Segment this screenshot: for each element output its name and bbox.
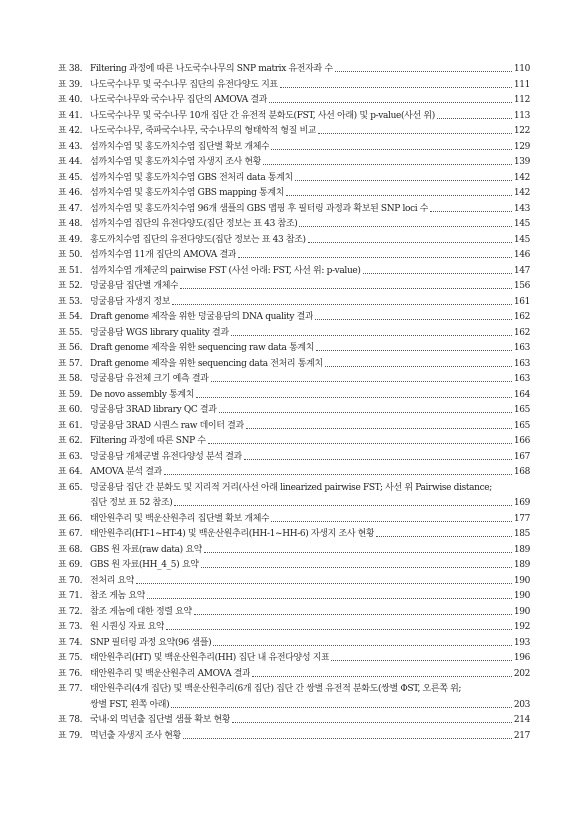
dot-leader [295,179,512,181]
dot-leader [211,380,512,382]
toc-entry[interactable] [58,419,530,435]
toc-entry-body [90,326,530,342]
dot-leader [271,148,511,150]
toc-entry-page-number: 156 [513,281,530,291]
toc-entry-label: 표 55. [58,327,83,338]
toc-entry[interactable] [58,372,530,388]
toc-entry-title: 섬까치수염 및 홍도까치수염 자생지 조사 현황 [90,157,262,167]
toc-entry-line [90,124,530,140]
toc-entry-line [90,264,530,280]
toc-entry-page-number: 203 [513,699,530,710]
toc-entry-line [90,78,530,94]
toc-entry-label: 표 66. [58,513,83,524]
dot-leader [316,349,512,351]
toc-entry[interactable] [58,558,530,574]
toc-entry-body [90,543,530,559]
toc-entry-label: 표 70. [58,575,83,586]
toc-entry-label: 표 49. [58,234,83,245]
dot-leader [315,318,512,320]
dot-leader [172,303,512,305]
toc-entry-body [90,248,530,264]
table-of-contents [58,62,530,744]
toc-entry-body [90,124,530,140]
toc-entry[interactable] [58,481,530,512]
toc-entry-body [90,527,530,543]
toc-entry-body [90,558,530,574]
toc-entry-page-number: 143 [513,203,530,214]
toc-entry-label: 표 44. [58,157,83,167]
dot-leader [269,101,512,103]
toc-entry-line [90,93,530,109]
toc-entry[interactable] [58,233,530,249]
toc-entry-label: 표 65. [58,482,83,493]
toc-entry-body [90,605,530,621]
dot-leader [232,721,512,723]
toc-entry-title: 섬까치수염 및 홍도까치수염 96개 샘플의 GBS 맵핑 후 필터링 과정과 확보된 SNP loci 수 [90,203,429,214]
toc-entry-title: Filtering 과정에 따른 나도국수나무의 SNP matrix 유전자좌 수 [90,64,333,74]
dot-leader [147,597,512,599]
dot-leader [164,473,512,475]
toc-entry-label: 표 53. [58,296,83,307]
toc-entry[interactable] [58,388,530,404]
toc-entry[interactable] [58,605,530,621]
toc-entry-title: 홍도까치수염 집단의 유전다양도(집단 정보는 표 43 참조) [90,234,306,245]
toc-entry-page-number: 189 [513,560,530,570]
toc-entry-line [90,496,530,512]
toc-entry-page-number: 166 [513,436,530,446]
toc-entry-label: 표 45. [58,172,83,183]
toc-entry-page-number: 196 [513,653,530,663]
toc-entry-title: 국내·외 먹넌출 집단별 샘플 확보 현황 [90,715,231,725]
toc-entry-body [90,729,530,745]
toc-entry-line [90,605,530,621]
toc-entry-label: 표 43. [58,141,83,152]
toc-entry-line [90,233,530,249]
toc-entry-title: 덩굴용담 3RAD 시퀀스 raw 데이터 결과 [90,420,244,431]
toc-entry-line [90,295,530,311]
toc-entry-page-number: 146 [513,250,530,260]
toc-entry-line [90,186,530,202]
toc-entry-body [90,217,530,233]
toc-entry-page-number: 122 [513,126,530,136]
toc-entry[interactable] [58,62,530,78]
toc-entry[interactable] [58,248,530,264]
toc-entry-page-number: 162 [513,312,530,322]
toc-entry-title: Draft genome 제작을 위한 sequencing data 전처리 통계치 [90,358,323,369]
toc-entry-line [90,481,530,497]
toc-entry-line [90,589,530,605]
toc-entry-label: 표 78. [58,715,83,725]
toc-entry-title: 덩굴용담 유전체 크기 예측 결과 [90,374,209,384]
toc-entry-page-number: 202 [513,668,530,679]
toc-entry-title: 참조 게놈에 대한 정렬 요약 [90,606,192,617]
toc-entry-page-number: 189 [513,544,530,555]
toc-entry-title: 섬까치수염 개체군의 pairwise FST (사선 아래: FST, 사선 위: p-value) [90,265,361,276]
toc-entry[interactable] [58,667,530,683]
toc-entry-title: 나도국수나무 및 국수나무 10개 집단 간 유전적 분화도(FST, 사선 아래) 및 p-value(사선 위) [90,110,435,121]
dot-leader [244,458,512,460]
toc-entry-title: 나도국수나무와 국수나무 집단의 AMOVA 결과 [90,95,268,105]
toc-entry-body [90,93,530,109]
toc-entry[interactable] [58,326,530,342]
toc-entry-page-number: 161 [513,296,530,307]
toc-entry-label: 표 75. [58,653,83,663]
toc-entry-label: 표 59. [58,389,83,400]
toc-entry-line [90,419,530,435]
toc-entry-body [90,310,530,326]
toc-entry-line [90,450,530,466]
toc-entry-body [90,651,530,667]
toc-entry-label: 표 40. [58,95,83,105]
dot-leader [196,396,512,398]
toc-entry-label: 표 63. [58,451,83,462]
toc-entry[interactable] [58,171,530,187]
toc-entry-page-number: 163 [513,343,530,353]
toc-entry-line [90,155,530,171]
toc-entry-line [90,698,530,714]
toc-entry-body [90,186,530,202]
toc-entry-label: 표 58. [58,374,83,384]
toc-entry-line [90,403,530,419]
toc-entry[interactable] [58,279,530,295]
toc-entry-body [90,620,530,636]
toc-entry[interactable] [58,589,530,605]
dot-leader [213,644,512,646]
toc-entry-page-number: 165 [513,405,530,415]
toc-entry[interactable] [58,682,530,713]
toc-entry-title: GBS 원 자료(raw data) 요약 [90,544,203,555]
toc-entry-label: 표 68. [58,544,83,555]
toc-entry-body [90,264,530,280]
toc-entry-page-number: 169 [513,498,530,508]
toc-entry-label: 표 56. [58,343,83,353]
toc-entry-body [90,357,530,373]
toc-entry-body [90,512,530,528]
toc-entry-title: Draft genome 제작을 위한 sequencing raw data 통계치 [90,343,315,353]
toc-entry-line [90,248,530,264]
toc-entry-page-number: 163 [513,374,530,384]
toc-entry-line [90,651,530,667]
toc-entry-line [90,512,530,528]
toc-entry-page-number: 164 [513,389,530,400]
toc-entry-line [90,527,530,543]
toc-entry[interactable] [58,403,530,419]
toc-entry-label: 표 38. [58,64,83,74]
toc-entry-body [90,403,530,419]
toc-entry-page-number: 110 [513,64,530,74]
toc-entry-line [90,357,530,373]
toc-entry-page-number: 163 [513,358,530,369]
toc-entry[interactable] [58,574,530,590]
toc-entry-label: 표 62. [58,436,83,446]
toc-entry-page-number: 142 [513,172,530,183]
toc-entry-body [90,140,530,156]
dot-leader [136,582,512,584]
toc-entry-title: 나도국수나무 및 국수나무 집단의 유전다양도 지표 [90,79,278,90]
toc-entry-body [90,171,530,187]
toc-entry-body [90,434,530,450]
toc-entry[interactable] [58,651,530,667]
toc-entry-title: AMOVA 분석 결과 [90,467,162,477]
toc-entry[interactable] [58,543,530,559]
toc-entry-line [90,729,530,745]
toc-entry-label: 표 72. [58,606,83,617]
toc-entry-label: 표 48. [58,219,83,229]
toc-entry-label: 표 51. [58,265,83,276]
toc-entry-label: 표 69. [58,560,83,570]
toc-entry-line [90,279,530,295]
toc-entry-body [90,202,530,218]
toc-entry-title: 섬까치수염 집단의 유전다양도(집단 정보는 표 43 참조) [90,219,298,229]
toc-entry[interactable] [58,295,530,311]
toc-entry-title: 섬까치수염 및 홍도까치수염 GBS 전처리 data 통계치 [90,172,293,183]
toc-entry-line [90,171,530,187]
toc-entry-page-number: 177 [513,513,530,524]
toc-entry-line [90,558,530,574]
dot-leader [263,163,512,165]
toc-entry-title: 원 시퀀싱 자료 요약 [90,622,165,632]
dot-leader [201,566,512,568]
toc-entry-label: 표 47. [58,203,83,214]
toc-entry-page-number: 113 [513,110,530,121]
toc-entry-page-number: 139 [513,157,530,167]
toc-entry-line [90,341,530,357]
toc-entry[interactable] [58,465,530,481]
toc-entry-line [90,574,530,590]
toc-entry-title: 태안원추리(HT-1~HT-4) 및 백운산원추리(HH-1~HH-6) 자생지 조사 현황 [90,529,375,539]
toc-entry-page-number: 129 [513,141,530,152]
toc-entry-body [90,109,530,125]
toc-entry-page-number: 217 [513,730,530,741]
toc-entry-title: 덩굴용담 집단 간 분화도 및 지리적 거리(사선 아래 linearized pairwise FST; 사선 위 Pairwise distance; [90,482,492,493]
toc-entry-title: 태안원추리(4개 집단) 및 백운산원추리(6개 집단) 집단 간 쌍별 유전적 분화도(쌍별 ΦST, 오른쪽 위; [90,684,462,694]
toc-entry-body [90,481,530,512]
toc-entry-body [90,636,530,652]
toc-entry-line [90,217,530,233]
toc-entry-title: 집단 정보 표 52 참조) [90,498,173,508]
dot-leader [271,520,511,522]
dot-leader [171,706,512,708]
toc-entry[interactable] [58,713,530,729]
toc-entry-body [90,713,530,729]
toc-entry-body [90,574,530,590]
toc-entry[interactable] [58,512,530,528]
dot-leader [204,551,512,553]
toc-entry-label: 표 67. [58,529,83,539]
toc-entry-label: 표 76. [58,668,83,679]
toc-entry-line [90,434,530,450]
toc-entry[interactable] [58,93,530,109]
toc-entry-body [90,372,530,388]
toc-entry-page-number: 112 [513,95,530,105]
toc-entry-page-number: 214 [513,715,530,725]
toc-entry-page-number: 167 [513,451,530,462]
toc-entry-page-number: 145 [513,234,530,245]
toc-entry-page-number: 111 [513,79,530,90]
toc-entry[interactable] [58,78,530,94]
toc-entry-page-number: 190 [513,575,530,586]
dot-leader [180,287,511,289]
toc-entry-title: SNP 필터링 과정 요약(96 샘플) [90,637,212,648]
toc-entry[interactable] [58,620,530,636]
toc-entry-label: 표 54. [58,312,83,322]
toc-entry-line [90,372,530,388]
toc-entry-line [90,62,530,78]
toc-entry-line [90,667,530,683]
dot-leader [246,427,512,429]
toc-entry-body [90,233,530,249]
toc-entry[interactable] [58,186,530,202]
toc-entry-line [90,310,530,326]
toc-entry-line [90,109,530,125]
toc-entry-body [90,465,530,481]
toc-entry[interactable] [58,341,530,357]
toc-entry-title: 덩굴용담 3RAD library QC 결과 [90,405,217,415]
toc-entry-title: 섬까치수염 11개 집단의 AMOVA 결과 [90,250,237,260]
dot-leader [335,70,512,72]
toc-entry-page-number: 142 [513,188,530,198]
dot-leader [208,442,512,444]
toc-entry-title: 나도국수나무, 죽파국수나무, 국수나무의 형태학적 형질 비교 [90,126,317,136]
toc-entry-label: 표 57. [58,358,83,369]
toc-entry-title: 덩굴용담 개체군별 유전다양성 분석 결과 [90,451,242,462]
toc-entry-title: Draft genome 제작을 위한 덩굴용담의 DNA quality 결과 [90,312,314,322]
toc-entry[interactable] [58,155,530,171]
toc-entry-label: 표 61. [58,420,83,431]
toc-entry-line [90,140,530,156]
toc-entry-label: 표 41. [58,110,83,121]
dot-leader [286,194,512,196]
toc-entry[interactable] [58,729,530,745]
toc-entry-title: 먹넌출 자생지 조사 현황 [90,730,181,741]
toc-entry[interactable] [58,450,530,466]
toc-entry-label: 표 77. [58,684,83,694]
toc-entry[interactable] [58,109,530,125]
toc-entry-label: 표 46. [58,188,83,198]
toc-entry-label: 표 74. [58,637,83,648]
toc-entry-title: GBS 원 자료(HH_4_5) 요약 [90,560,199,570]
toc-entry[interactable] [58,636,530,652]
toc-entry-page-number: 147 [513,265,530,276]
toc-entry-body [90,388,530,404]
toc-entry-title: 섬까치수염 및 홍도까치수염 집단별 확보 개체수 [90,141,270,152]
toc-entry-label: 표 52. [58,281,83,291]
toc-entry-title: 전처리 요약 [90,575,135,586]
toc-entry-body [90,682,530,713]
toc-entry-page-number: 165 [513,420,530,431]
dot-leader [238,256,512,258]
dot-leader [430,210,512,212]
dot-leader [331,659,511,661]
toc-entry-body [90,279,530,295]
dot-leader [363,272,512,274]
dot-leader [231,334,512,336]
toc-entry-body [90,667,530,683]
dot-leader [219,411,512,413]
toc-entry-label: 표 60. [58,405,83,415]
toc-entry-line [90,543,530,559]
toc-entry-title: 참조 게놈 요약 [90,591,146,601]
toc-entry-label: 표 64. [58,467,83,477]
toc-entry-page-number: 185 [513,529,530,539]
toc-entry-title: 덩굴용담 집단별 개체수 [90,281,179,291]
toc-entry-line [90,636,530,652]
toc-entry-label: 표 71. [58,591,83,601]
toc-entry-body [90,450,530,466]
toc-entry-page-number: 190 [513,606,530,617]
toc-entry-title: 쌍별 FST, 왼쪽 아래) [90,699,170,710]
toc-entry-line [90,465,530,481]
toc-entry-body [90,341,530,357]
toc-entry-title: 덩굴용담 WGS library quality 결과 [90,327,229,338]
toc-entry-line [90,202,530,218]
toc-entry-body [90,62,530,78]
toc-entry-label: 표 42. [58,126,83,136]
dot-leader [437,117,512,119]
toc-entry-page-number: 192 [513,622,530,632]
dot-leader [252,675,511,677]
toc-entry[interactable] [58,357,530,373]
toc-entry[interactable] [58,140,530,156]
dot-leader [325,365,512,367]
toc-entry-line [90,388,530,404]
toc-entry[interactable] [58,124,530,140]
toc-entry[interactable] [58,264,530,280]
toc-entry-label: 표 50. [58,250,83,260]
toc-entry-body [90,295,530,311]
toc-entry[interactable] [58,202,530,218]
toc-entry-label: 표 39. [58,79,83,90]
toc-entry-body [90,419,530,435]
toc-entry-line [90,326,530,342]
toc-entry-title: 섬까치수염 및 홍도까치수염 GBS mapping 통계치 [90,188,285,198]
toc-entry-title: 태안원추리(HT) 및 백운산원추리(HH) 집단 내 유전다양성 지표 [90,653,330,663]
toc-entry-title: 덩굴용담 자생지 정보 [90,296,171,307]
toc-entry[interactable] [58,527,530,543]
dot-leader [194,613,512,615]
toc-entry[interactable] [58,217,530,233]
toc-entry-label: 표 79. [58,730,83,741]
toc-entry-title: Filtering 과정에 따른 SNP 수 [90,436,206,446]
toc-entry-title: De novo assembly 통계치 [90,389,195,400]
dot-leader [183,737,512,739]
dot-leader [280,86,512,88]
toc-entry-page-number: 162 [513,327,530,338]
toc-entry-line [90,682,530,698]
toc-entry-page-number: 168 [513,467,530,477]
toc-entry-page-number: 193 [513,637,530,648]
toc-entry-label: 표 73. [58,622,83,632]
dot-leader [166,628,512,630]
toc-entry[interactable] [58,434,530,450]
toc-entry-body [90,589,530,605]
toc-entry-page-number: 145 [513,219,530,229]
toc-entry-title: 태안원추리 및 백운산원추리 집단별 확보 개체수 [90,513,270,524]
toc-entry-line [90,620,530,636]
toc-entry-body [90,78,530,94]
dot-leader [299,225,511,227]
toc-entry[interactable] [58,310,530,326]
dot-leader [318,132,512,134]
toc-entry-body [90,155,530,171]
toc-entry-title: 태안원추리 및 백운산원추리 AMOVA 결과 [90,668,251,679]
dot-leader [308,241,512,243]
dot-leader [376,535,511,537]
dot-leader [174,504,511,506]
toc-entry-line [90,713,530,729]
toc-entry-page-number: 190 [513,591,530,601]
